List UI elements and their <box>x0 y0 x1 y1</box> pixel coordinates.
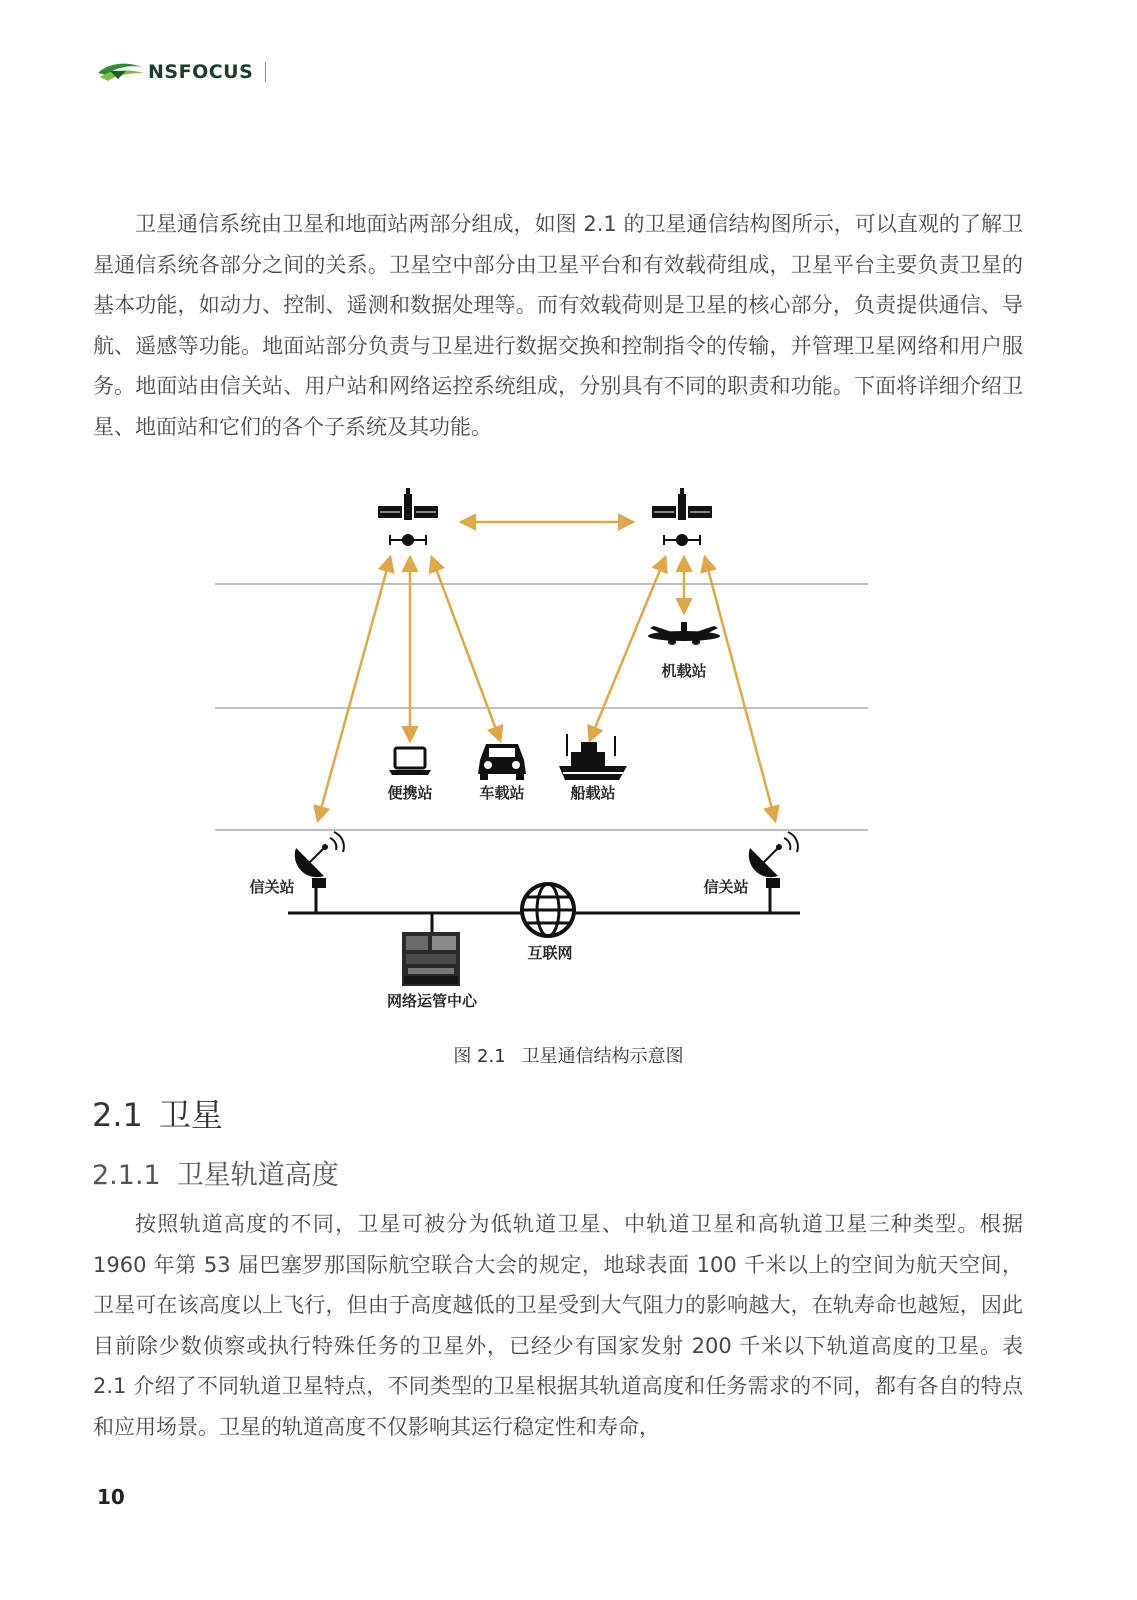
page-number: 10 <box>97 1485 125 1509</box>
brand-name: NSFOCUS <box>148 61 254 83</box>
car-icon <box>478 744 526 780</box>
satellite-architecture-diagram <box>210 478 890 1038</box>
label-vehicle-station: 车载站 <box>479 784 525 802</box>
section-title: 卫星 <box>158 1096 223 1134</box>
laptop-icon <box>389 748 431 775</box>
section-heading <box>92 1090 239 1136</box>
layer-lines <box>215 584 868 830</box>
orbit-paragraph: 按照轨道高度的不同，卫星可被分为低轨道卫星、中轨道卫星和高轨道卫星三种类型。根据 1960 年第 53 届巴塞罗那国际航空联合大会的规定，地球表面 100 千米以上的空间为航天空间，卫星可在该高度以上飞行，但由于高度越低的卫星受到大气阻力的影响越大，在轨寿命也越短，因此目前除少数侦察或执行特殊任务的卫星外，已经少有国家发射 200 千米以下轨道高度的卫星。表 2.1 介绍了不同轨道卫星特点，不同类型的卫星根据其轨道高度和任务需求的不同，都有各自的特点和应用场景。卫星的轨道高度不仅影响其运行稳定性和寿命， <box>93 1212 1023 1439</box>
ship-icon <box>559 734 627 780</box>
section-number: 2.1 <box>92 1096 143 1134</box>
caption-number: 图 2.1 <box>453 1046 506 1067</box>
subsection-heading <box>92 1153 355 1192</box>
caption-text: 卫星通信结构示意图 <box>521 1046 684 1067</box>
satellite-icon <box>652 488 712 546</box>
label-portable-station: 便携站 <box>387 784 433 802</box>
satellite-dish-icon <box>749 832 798 888</box>
intro-paragraph: 卫星通信系统由卫星和地面站两部分组成，如图 2.1 的卫星通信结构图所示，可以直观的了解卫星通信系统各部分之间的关系。卫星空中部分由卫星平台和有效载荷组成，卫星平台主要负责卫星的基本功能，如动力、控制、遥测和数据处理等。而有效载荷则是卫星的核心部分，负责提供通信、导航、遥感等功能。地面站部分负责与卫星进行数据交换和控制指令的传输，并管理卫星网络和用户服务。地面站由信关站、用户站和网络运控系统组成，分别具有不同的职责和功能。下面将详细介绍卫星、地面站和它们的各个子系统及其功能。 <box>93 212 1023 439</box>
subsection-number: 2.1.1 <box>92 1160 161 1191</box>
label-airborne-station: 机载站 <box>661 662 707 680</box>
label-ship-station: 船载站 <box>570 784 616 802</box>
label-noc: 网络运管中心 <box>386 992 478 1010</box>
label-internet: 互联网 <box>527 944 573 962</box>
figure-caption <box>0 1042 1137 1068</box>
satellite-dish-icon <box>295 832 344 888</box>
satellite-icon <box>378 488 438 546</box>
label-gateway-left: 信关站 <box>249 878 295 896</box>
label-gateway-right: 信关站 <box>703 878 749 896</box>
header-divider <box>265 62 266 82</box>
globe-icon <box>522 884 574 936</box>
nsfocus-logo-icon <box>96 59 146 85</box>
airplane-icon <box>648 622 720 645</box>
page-header <box>96 56 266 88</box>
subsection-title: 卫星轨道高度 <box>176 1160 339 1191</box>
network-operations-center-image <box>402 932 460 986</box>
